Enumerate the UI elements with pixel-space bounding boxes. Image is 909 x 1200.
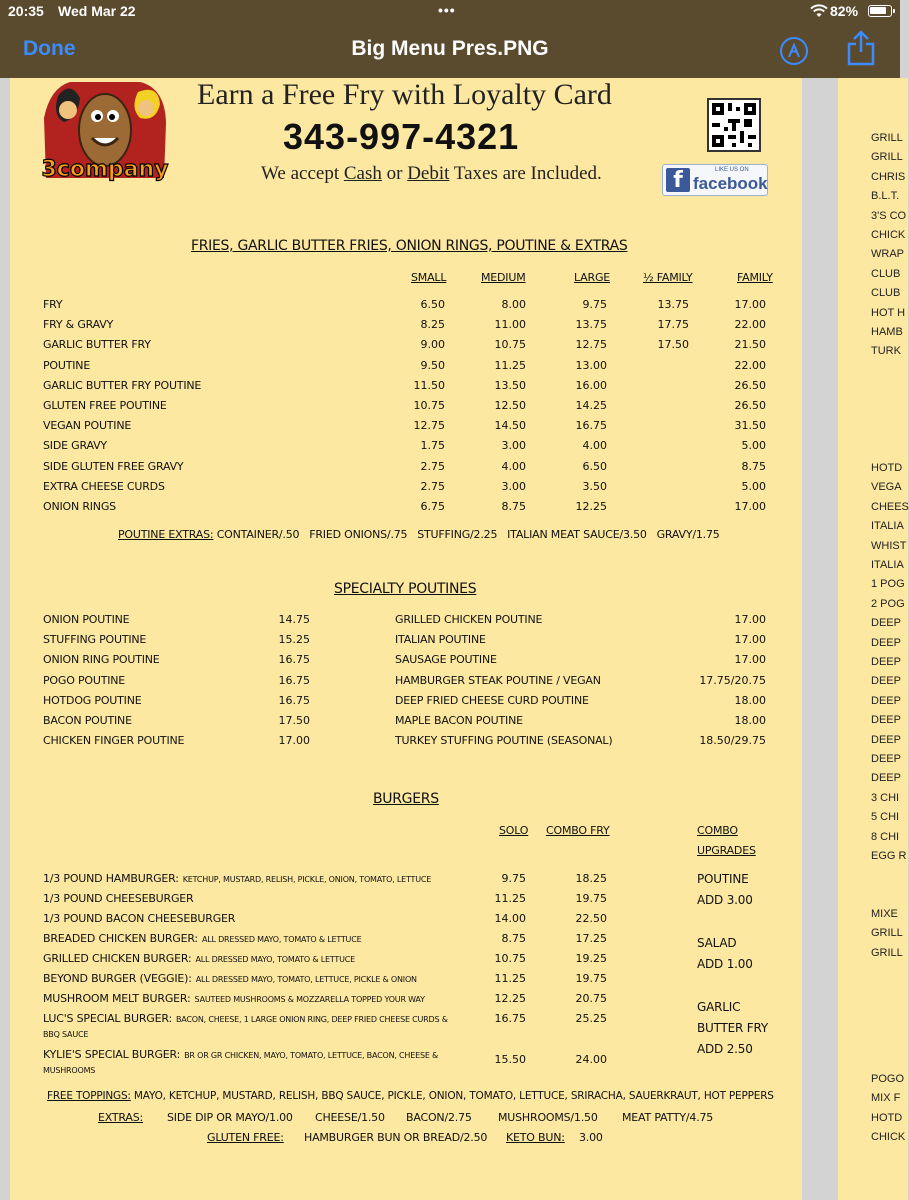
burger-item-desc-2: BBQ SAUCE [43,1030,89,1039]
burger-solo-price: 15.50 [494,1053,526,1066]
fries-item-price: 8.25 [420,318,445,332]
fries-item-price: 17.50 [657,338,689,352]
fries-col-header: FAMILY [737,271,773,284]
next-page-item: DEEP [871,617,901,630]
poutine-extras [118,528,720,541]
upgrade-name: SALAD [697,936,737,950]
next-page-item: 8 CHI [871,830,900,843]
fries-item-name: FRY & GRAVY [43,318,114,332]
burger-solo-price: 16.75 [494,1012,526,1025]
next-page-item: DEEP [871,656,901,668]
next-page-item: DEEP [871,694,901,707]
burger-combo-price: 18.25 [575,872,607,885]
fries-item-price: 11.00 [494,318,526,332]
next-page-item: HOTD [871,462,903,474]
next-page-item: B.L.T. [871,190,900,203]
burger-extra-3: BACON/2.75 [406,1111,472,1124]
top-bar [0,0,900,78]
specialty-item-name: CHICKEN FINGER POUTINE [43,734,185,748]
accept-prefix: We accept [261,163,344,184]
fries-item-price: 12.75 [413,419,445,433]
fries-item-price: 17.00 [734,298,766,311]
burger-item [43,892,193,905]
next-page-item: HOTD [871,1111,903,1124]
fries-item-price: 11.25 [494,358,526,372]
next-menu-page [838,78,908,1200]
or-label: or [381,163,408,184]
next-page-item: ITALIA [871,559,904,571]
fries-item-price: 12.75 [575,338,607,352]
burger-item [43,1012,448,1025]
fries-col-header: LARGE [574,271,611,284]
menu-page [10,78,802,1200]
next-page-item: 1 POG [871,578,905,591]
next-page-item: CLUB [871,287,901,300]
loyalty-headline: Earn a Free Fry with Loyalty Card [197,78,612,111]
burger-extra-1: SIDE DIP OR MAYO/1.00 [167,1111,293,1124]
specialty-item-name: MAPLE BACON POUTINE [395,714,523,727]
battery-percent: 82% [830,3,859,19]
burger-combo-price: 17.25 [575,932,607,945]
burger-item-name: BEYOND BURGER (VEGGIE): [43,972,192,985]
upgrade-price: ADD 1.00 [697,957,753,971]
next-page-item: EGG R [871,850,907,862]
free-toppings-label: FREE TOPPINGS: [47,1090,131,1102]
fries-item-price: 4.00 [501,459,526,473]
specialty-item-price: 16.75 [278,693,310,707]
next-page-item: DEEP [871,675,901,688]
burgers-col-solo: SOLO [499,824,529,837]
burger-item-name: KYLIE'S SPECIAL BURGER: [43,1048,181,1061]
document-title: Big Menu Pres.PNG [351,37,549,60]
burger-item-desc: BR OR GR CHICKEN, MAYO, TOMATO, LETTUCE, BACON, CHEESE & [184,1051,439,1060]
payment-note [261,163,602,185]
burger-item-name: 1/3 POUND HAMBURGER: [43,872,179,885]
fries-item-price: 16.00 [575,378,607,392]
next-page-item: CLUB [871,267,901,280]
specialty-item-price: 18.50/29.75 [699,734,766,748]
next-page-item: HOT H [871,306,906,319]
burger-item-name: 1/3 POUND BACON CHEESEBURGER [43,912,236,925]
burger-combo-price: 22.50 [575,912,607,925]
specialty-item-name: GRILLED CHICKEN POUTINE [395,613,543,626]
burger-item-desc: ALL DRESSED MAYO, TOMATO & LETTUCE [201,935,362,944]
burger-item-name: LUC'S SPECIAL BURGER: [43,1012,172,1025]
burger-item [43,992,425,1005]
burger-item-name: 1/3 POUND CHEESEBURGER [43,892,194,905]
debit-label: Debit [407,163,450,184]
phone-number: 343-997-4321 [283,116,520,157]
fries-item-price: 8.75 [501,500,526,513]
burger-item-desc: KETCHUP, MUSTARD, RELISH, PICKLE, ONION, TOMATO, LETTUCE [182,875,432,884]
burger-combo-price: 19.75 [575,892,607,905]
fries-item-price: 6.50 [582,459,607,473]
burger-item [43,1048,438,1061]
fries-item-price: 14.25 [575,399,607,412]
next-page-item: 5 CHI [871,811,900,824]
fries-item-price: 12.25 [575,500,607,513]
fries-item-price: 9.75 [582,298,607,311]
specialty-item-name: HOTDOG POUTINE [43,693,142,707]
fries-item-name: FRY [43,298,63,311]
burgers-section-title: BURGERS [373,791,439,807]
burger-solo-price: 10.75 [494,952,526,965]
fries-item-price: 3.50 [582,479,607,493]
burgers-col-upgrades-1: COMBO [697,824,738,837]
fries-item-name: ONION RINGS [43,500,116,513]
fries-item-price: 22.00 [734,358,766,372]
share-icon[interactable] [846,30,876,66]
next-page-item: WRAP [871,248,904,261]
next-page-item: 3'S CO [871,209,907,222]
burger-item [43,912,235,925]
fries-item-price: 21.50 [734,338,766,352]
specialty-item-price: 17.00 [278,734,310,748]
specialty-item-name: BACON POUTINE [43,714,132,727]
burger-extra-4: MUSHROOMS/1.50 [498,1111,598,1124]
next-page-item: GRILL [871,946,903,959]
burger-combo-price: 19.75 [575,972,607,985]
burger-combo-price: 19.25 [575,952,607,965]
fries-item-price: 6.75 [420,500,445,513]
burger-item [43,952,355,965]
cash-label: Cash [343,163,382,184]
next-page-item: ITALIA [871,520,904,533]
free-toppings-text: MAYO, KETCHUP, MUSTARD, RELISH, BBQ SAUCE, PICKLE, ONION, TOMATO, LETTUCE, SRIRACHA, SAUERKRAUT, HOT PEPPERS [133,1090,774,1102]
taxes-note: Taxes are Included. [449,163,602,184]
fries-item-price: 13.75 [575,318,607,332]
fries-item-name: GARLIC BUTTER FRY [43,338,151,352]
next-page-item: CHICK [871,1131,906,1144]
fries-item-price: 22.00 [734,318,766,332]
poutine-extras-label: POUTINE EXTRAS: [118,528,214,541]
keto-bun-label: KETO BUN: [506,1131,565,1144]
upgrade-name-2: BUTTER FRY [697,1021,769,1035]
fries-col-header: ½ FAMILY [643,271,693,284]
fries-item-price: 6.50 [420,298,445,311]
battery-icon [868,5,892,17]
specialty-item-name: TURKEY STUFFING POUTINE (SEASONAL) [395,734,613,748]
fries-item-price: 5.00 [741,439,766,453]
burger-solo-price: 8.75 [501,932,526,945]
fries-item-price: 2.75 [420,479,445,493]
fries-item-name: VEGAN POUTINE [43,419,132,433]
fries-item-price: 8.00 [501,298,526,311]
specialty-item-name: ONION RING POUTINE [43,653,160,667]
next-page-item: VEGA [871,481,902,494]
fries-item-price: 12.50 [494,399,526,412]
burger-item-name: MUSHROOM MELT BURGER: [43,992,191,1005]
next-page-item: GRILL [871,151,903,164]
specialty-item-name: STUFFING POUTINE [43,633,147,647]
fries-item-price: 26.50 [734,399,766,412]
fries-item-price: 11.50 [413,378,445,392]
fries-item-price: 26.50 [734,378,766,392]
facebook-icon: f [666,168,690,192]
status-date: Wed Mar 22 [58,3,136,19]
burger-combo-price: 25.25 [575,1012,607,1025]
next-page-item: DEEP [871,772,901,785]
burger-combo-price: 24.00 [575,1053,607,1066]
fries-item-price: 13.75 [657,298,689,311]
fries-item-name: GARLIC BUTTER FRY POUTINE [43,378,202,392]
keto-bun-price: 3.00 [579,1131,603,1144]
wifi-icon [810,4,828,18]
burger-item-name: GRILLED CHICKEN BURGER: [43,952,192,965]
burger-extra-5: MEAT PATTY/4.75 [622,1111,714,1124]
fries-item-name: POUTINE [43,358,91,372]
next-page-item: WHIST [871,539,907,552]
burger-item-desc: ALL DRESSED MAYO, TOMATO & LETTUCE [195,955,355,964]
specialty-item-price: 14.75 [278,613,310,626]
fries-item-price: 9.00 [420,338,445,352]
next-page-item: DEEP [871,714,901,727]
specialty-item-name: POGO POUTINE [43,673,126,687]
burger-solo-price: 12.25 [494,992,526,1005]
fries-item-name: SIDE GLUTEN FREE GRAVY [43,459,184,473]
next-page-item: POGO [871,1073,905,1085]
fries-item-price: 13.00 [575,358,607,372]
fries-item-price: 4.00 [582,439,607,453]
fries-item-price: 17.75 [657,318,689,332]
burger-extras-label: EXTRAS: [98,1111,144,1124]
specialty-item-name: ONION POUTINE [43,613,130,626]
next-page-item: MIXE [871,908,898,920]
burger-solo-price: 14.00 [494,912,526,925]
fries-item-price: 17.00 [734,500,766,513]
specialty-item-price: 17.00 [734,653,766,667]
specialty-item-name: ITALIAN POUTINE [395,633,486,647]
burger-combo-price: 20.75 [575,992,607,1005]
fries-item-name: SIDE GRAVY [43,439,107,453]
markup-pen-icon[interactable] [780,37,808,65]
next-page-item: DEEP [871,753,901,765]
upgrade-price: ADD 3.00 [697,893,753,907]
multitask-dots-icon[interactable]: ••• [438,2,456,18]
fries-item-name: EXTRA CHEESE CURDS [43,479,165,493]
gluten-free-text: HAMBURGER BUN OR BREAD/2.50 [304,1131,488,1144]
status-bar [0,0,900,24]
burger-item-desc: ALL DRESSED MAYO, TOMATO, LETTUCE, PICKLE & ONION [195,975,417,984]
next-page-item: DEEP [871,636,901,649]
burgers-col-combo: COMBO FRY [546,824,610,837]
specialty-item-price: 16.75 [278,653,310,667]
facebook-wordmark: facebook [693,174,768,193]
next-page-item: HAMB [871,326,903,338]
burger-solo-price: 11.25 [494,892,526,905]
fries-item-price: 31.50 [734,419,766,433]
burger-item-desc: BACON, CHEESE, 1 LARGE ONION RING, DEEP FRIED CHEESE CURDS & [175,1015,448,1024]
next-page-item: GRILL [871,132,903,144]
next-page-item: TURK [871,345,901,358]
status-time: 20:35 [8,3,44,19]
specialty-item-name: SAUSAGE POUTINE [395,653,497,667]
next-page-item: DEEP [871,733,901,746]
burger-item [43,932,361,945]
specialty-item-price: 18.00 [734,714,766,727]
burger-item-desc: SAUTEED MUSHROOMS & MOZZARELLA TOPPED YOUR WAY [194,995,425,1004]
specialty-item-name: HAMBURGER STEAK POUTINE / VEGAN [395,673,601,687]
restaurant-logo [40,78,170,196]
done-button[interactable]: Done [23,37,76,60]
next-page-item: CHRIS [871,170,906,183]
next-page-item: CHICK [871,229,906,241]
fries-item-price: 16.75 [575,419,607,433]
fries-item-price: 1.75 [420,439,445,453]
fries-item-price: 14.50 [494,419,526,433]
fries-item-price: 13.50 [494,378,526,392]
burger-extra-2: CHEESE/1.50 [315,1111,385,1124]
fries-col-header: MEDIUM [481,271,526,284]
fries-item-price: 8.75 [741,459,766,473]
qr-code [707,98,761,152]
fries-col-header: SMALL [411,271,447,284]
free-toppings [47,1090,774,1102]
burger-item-name: BREADED CHICKEN BURGER: [43,932,198,945]
burger-solo-price: 9.75 [501,872,526,885]
fries-item-price: 2.75 [420,459,445,473]
next-page-item: 2 POG [871,597,905,610]
fries-item-price: 3.00 [501,479,526,493]
fries-item-price: 10.75 [494,338,526,352]
next-page-item: GRILL [871,927,903,940]
specialty-item-price: 16.75 [278,673,310,687]
fries-item-price: 10.75 [413,399,445,412]
burger-item-desc-2: MUSHROOMS [43,1066,96,1075]
fries-section-title: FRIES, GARLIC BUTTER FRIES, ONION RINGS, POUTINE & EXTRAS [191,238,628,254]
burger-item [43,872,431,885]
specialty-item-price: 17.75/20.75 [699,673,766,687]
burgers-col-upgrades-2: UPGRADES [697,844,756,857]
fries-item-price: 9.50 [420,358,445,372]
specialty-item-price: 18.00 [734,693,766,707]
specialty-item-name: DEEP FRIED CHEESE CURD POUTINE [395,693,589,707]
upgrade-name: POUTINE [697,872,749,886]
svg-text:3company: 3company [41,157,169,182]
facebook-badge[interactable] [662,164,768,196]
upgrade-price: ADD 2.50 [697,1042,753,1056]
specialty-item-price: 17.00 [734,633,766,647]
burger-solo-price: 11.25 [494,972,526,985]
poutine-extras-text: CONTAINER/.50 FRIED ONIONS/.75 STUFFING/2.25 ITALIAN MEAT SAUCE/3.50 GRAVY/1.75 [216,528,720,541]
specialty-item-price: 17.50 [278,714,310,727]
upgrade-name: GARLIC [697,1000,741,1014]
specialty-item-price: 15.25 [278,633,310,647]
fries-item-name: GLUTEN FREE POUTINE [43,399,167,412]
facebook-like-text: LIKE US ON [715,167,749,173]
burger-item [43,972,417,985]
gluten-free-label: GLUTEN FREE: [207,1131,284,1144]
fries-item-price: 3.00 [501,439,526,453]
next-page-item: 3 CHI [871,791,900,804]
specialty-section-title: SPECIALTY POUTINES [334,581,477,597]
next-page-item: MIX F [871,1092,901,1105]
specialty-item-price: 17.00 [734,613,766,626]
next-page-item: CHEES [871,500,909,513]
fries-item-price: 5.00 [741,479,766,493]
